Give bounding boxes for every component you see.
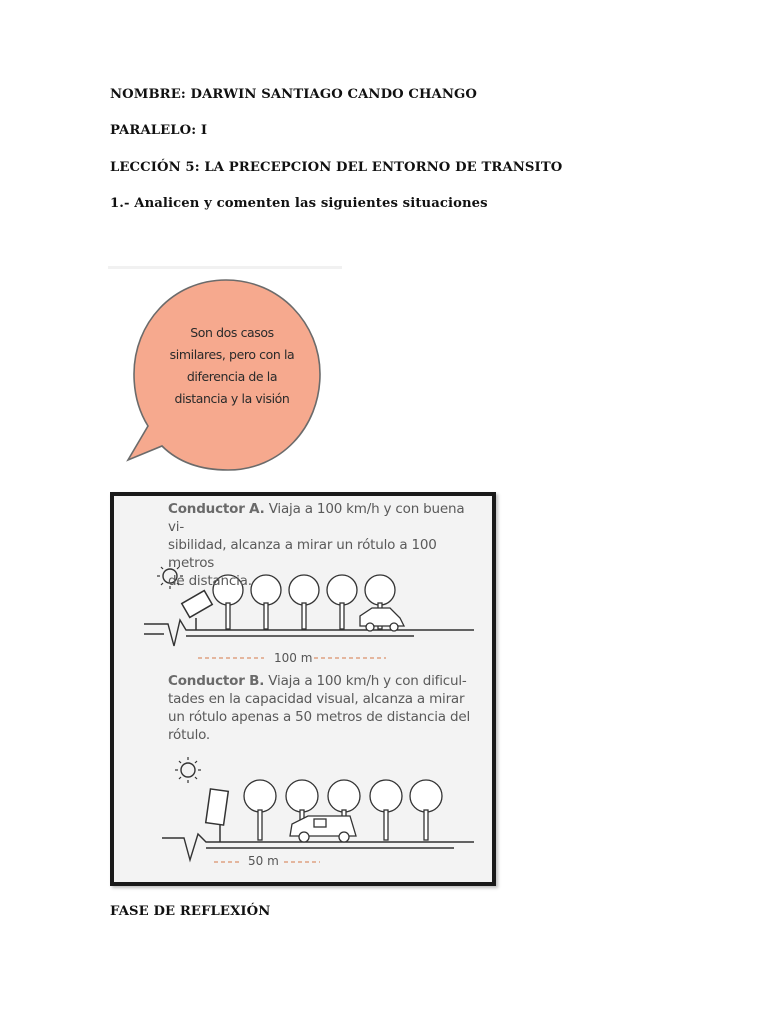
conductor-b-line: Viaja a 100 km/h y con dificul-	[268, 673, 467, 689]
sun-icon	[175, 757, 201, 783]
class-section: PARALELO: I	[110, 123, 208, 138]
conductor-b-text	[168, 672, 482, 744]
conductor-a-text	[168, 500, 482, 590]
exercise-prompt: 1.- Analicen y comenten las siguientes situaciones	[110, 196, 488, 211]
bubble-line: distancia y la visión	[174, 391, 290, 406]
driver-visibility-figure	[110, 492, 496, 886]
car-b-icon	[290, 816, 356, 842]
lesson-title: LECCIÓN 5: LA PRECEPCION DEL ENTORNO DE TRANSITO	[110, 160, 563, 175]
conductor-b-line: un rótulo apenas a 50 metros de distancia del	[168, 709, 470, 725]
conductor-b-line: tades en la capacidad visual, alcanza a mirar	[168, 691, 465, 707]
conductor-a-label: Conductor A.	[168, 501, 265, 517]
student-name: NOMBRE: DARWIN SANTIAGO CANDO CHANGO	[110, 87, 477, 102]
road-sign-icon	[206, 789, 229, 842]
road-a	[144, 620, 474, 646]
road-sign-icon	[182, 591, 213, 630]
conductor-a-line: sibilidad, alcanza a mirar un rótulo a 100 metros	[168, 537, 437, 571]
bubble-line: diferencia de la	[186, 369, 278, 384]
distance-label-a: 100 m	[274, 651, 313, 665]
conductor-a-line: Viaja a 100 km/h y con buena vi-	[168, 501, 465, 535]
reflection-heading: FASE DE REFLEXIÓN	[110, 904, 271, 919]
conductor-a-line: de distancia.	[168, 573, 252, 589]
bubble-line: similares, pero con la	[169, 347, 295, 362]
conductor-b-line: rótulo.	[168, 727, 211, 743]
conductor-b-label: Conductor B.	[168, 673, 265, 689]
bubble-line: Son dos casos	[190, 325, 274, 340]
distance-label-b: 50 m	[248, 854, 279, 868]
speech-bubble-text	[160, 322, 304, 410]
